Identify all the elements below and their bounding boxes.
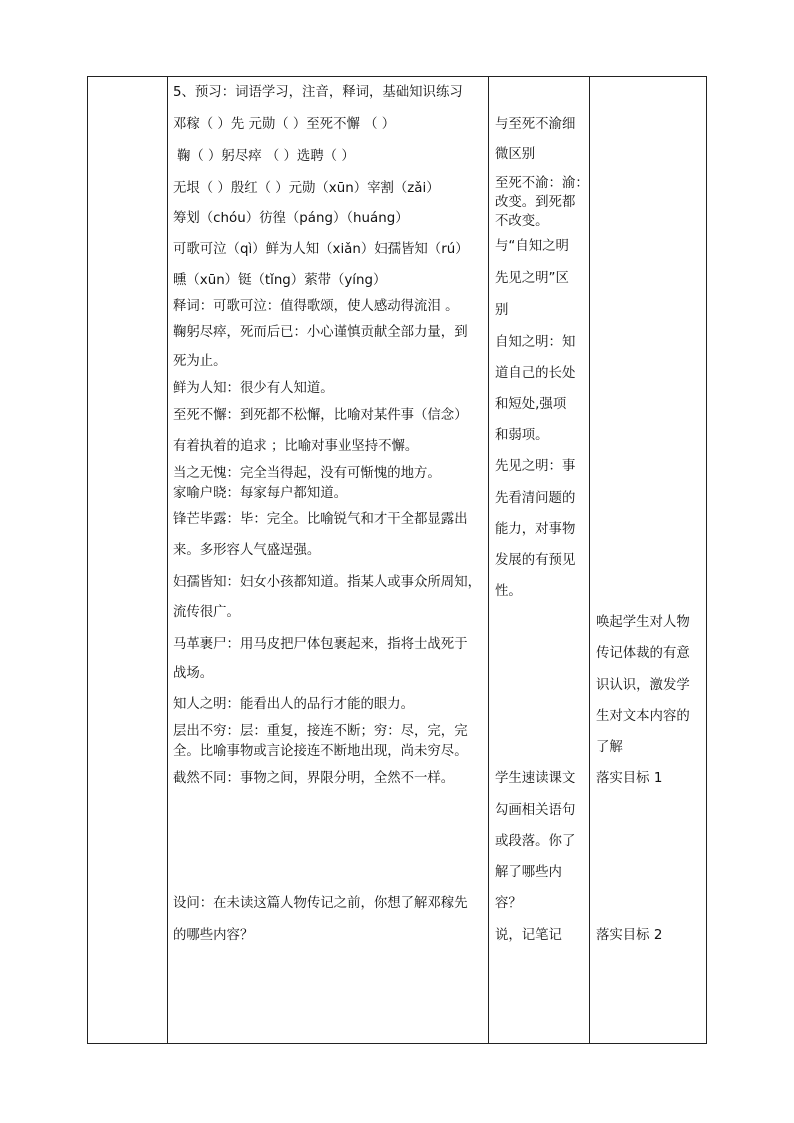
goal-label: 落实目标 2 [596, 928, 663, 943]
note-line: 先见之明”区 [495, 271, 569, 286]
preview-heading: 5、预习：词语学习，注音，释词，基础知识练习 [173, 85, 463, 100]
table-top-border [87, 76, 707, 77]
pinyin-exercise-line: 邓稼（ ）先 元勋（ ）至死不懈 （ ） [173, 117, 396, 132]
intent-line: 唤起学生对人物 [596, 615, 690, 630]
definition-line: 马革裹尸：用马皮把尸体包裹起来，指将士战死于 [173, 637, 468, 652]
note-line: 自知之明：知 [495, 335, 576, 350]
column-divider-2 [488, 76, 489, 1044]
definition-line: 死为止。 [173, 354, 227, 369]
note-line: 至死不渝：渝： [495, 176, 589, 191]
pinyin-exercise-line: 可歌可泣（qì）鲜为人知（xiǎn）妇孺皆知（rú） [173, 242, 469, 257]
definition-line: 来。多形容人气盛逞强。 [173, 543, 321, 558]
column-1-cell [88, 77, 167, 1043]
note-line: 发展的有预见 [495, 553, 576, 568]
intent-line: 生对文本内容的 [596, 709, 690, 724]
note-line: 先看清问题的 [495, 491, 576, 506]
question-line: 设问：在未读这篇人物传记之前，你想了解邓稼先 [173, 896, 468, 911]
activity-line: 说，记笔记 [495, 928, 562, 943]
definition-line: 至死不懈：到死都不松懈，比喻对某件事（信念） [173, 408, 468, 423]
definition-line: 全。比喻事物或言论接连不断地出现，尚未穷尽。 [173, 744, 468, 759]
pinyin-exercise-line: 筹划（chóu）彷徨（páng）（huáng） [173, 211, 409, 226]
definition-line: 妇孺皆知：妇女小孩都知道。指某人或事众所周知， [173, 575, 481, 590]
definition-line: 鞠躬尽瘁，死而后已：小心谨慎贡献全部力量，到 [173, 325, 468, 340]
pinyin-exercise-line: 曛（xūn）铤（tǐng）萦带（yíng） [173, 273, 387, 288]
definition-line: 当之无愧：完全当得起，没有可惭愧的地方。 [173, 466, 441, 481]
definition-line: 有着执着的追求 ；比喻对事业坚持不懈。 [173, 439, 419, 454]
column-divider-3 [589, 76, 590, 1044]
definition-line: 释词：可歌可泣：值得歌颂，使人感动得流泪 。 [173, 299, 459, 314]
activity-line: 学生速读课文 [495, 771, 576, 786]
question-line: 的哪些内容？ [173, 928, 254, 943]
intent-line: 传记体裁的有意 [596, 646, 690, 661]
table-bottom-border [87, 1043, 707, 1044]
note-line: 先见之明：事 [495, 459, 576, 474]
column-divider-1 [167, 76, 168, 1044]
definition-line: 流传很广。 [173, 605, 240, 620]
definition-line: 截然不同：事物之间，界限分明，全然不一样。 [173, 771, 455, 786]
note-line: 别 [495, 303, 509, 318]
note-line: 不改变。 [495, 214, 549, 229]
definition-line: 家喻户晓：每家每户都知道。 [173, 486, 348, 501]
intent-line: 识认识，激发学 [596, 678, 690, 693]
note-line: 与至死不渝细 [495, 117, 576, 132]
activity-line: 容？ [495, 896, 522, 911]
activity-line: 勾画相关语句 [495, 803, 576, 818]
note-line: 与“自知之明 [495, 239, 569, 254]
definition-line: 鲜为人知：很少有人知道。 [173, 381, 334, 396]
definition-line: 战场。 [173, 666, 214, 681]
definition-line: 层出不穷：层：重复，接连不断；穷：尽，完，完 [173, 724, 468, 739]
pinyin-exercise-line: 鞠（ ）躬尽瘁 （ ）选聘（ ） [177, 149, 355, 164]
note-line: 道自己的长处 [495, 366, 576, 381]
table-right-border [706, 76, 707, 1044]
definition-line: 知人之明：能看出人的品行才能的眼力。 [173, 697, 415, 712]
note-line: 能力，对事物 [495, 522, 576, 537]
note-line: 改变。到死都 [495, 195, 576, 210]
note-line: 和弱项。 [495, 428, 549, 443]
goal-label: 落实目标 1 [596, 771, 663, 786]
activity-line: 或段落。你了 [495, 834, 576, 849]
note-line: 性。 [495, 584, 522, 599]
intent-line: 了解 [596, 740, 623, 755]
activity-line: 解了哪些内 [495, 865, 562, 880]
pinyin-exercise-line: 无垠（ ）殷红（ ）元勋（xūn）宰割（zǎi） [173, 181, 440, 196]
note-line: 微区别 [495, 147, 536, 162]
definition-line: 锋芒毕露：毕：完全。比喻锐气和才干全都显露出 [173, 512, 468, 527]
note-line: 和短处,强项 [495, 397, 567, 412]
